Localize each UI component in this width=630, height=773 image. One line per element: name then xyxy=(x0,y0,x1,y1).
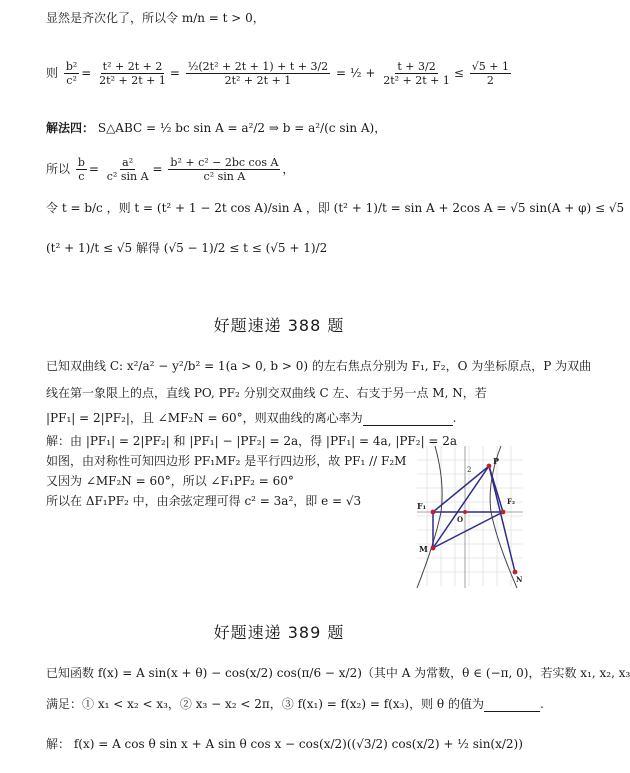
problem-388-line-3: |PF₁| = 2|PF₂|，且 ∠MF₂N = 60°，则双曲线的离心率为 . xyxy=(46,411,457,425)
problem-389-title: 好题速递 389 题 xyxy=(213,623,345,642)
solution-line-6: (t² + 1)/t ≤ √5 解得 (√5 − 1)/2 ≤ t ≤ (√5 + 1)/2 xyxy=(46,241,328,255)
problem-389-line-1: 已知函数 f(x) = A sin(x + θ) − cos(x/2) cos(π/6 − x/2)（其中 A 为常数，θ ∈ (−π, 0)，若实数 x₁, x₂, x₃ xyxy=(46,666,630,680)
fraction-b-c: $\frac{b}{c}$ xyxy=(77,156,85,183)
fraction-b2-c2: $\frac{\text{b²}}{\text{c²}}$ xyxy=(65,60,78,87)
hyperbola-left-branch xyxy=(417,446,442,588)
line2-prefix: 则 xyxy=(46,66,59,80)
label-F1: F₁ xyxy=(417,501,427,511)
solution-388-line-3: 又因为 ∠MF₂N = 60°，所以 ∠F₁PF₂ = 60° xyxy=(46,474,294,488)
solution-388-line-1: 解：由 |PF₁| = 2|PF₂| 和 |PF₁| − |PF₂| = 2a，得 |PF₁| = 4a, |PF₂| = 2a xyxy=(46,434,458,448)
solution-388-line-4: 所以在 ΔF₁PF₂ 中，由余弦定理可得 c² = 3a²，即 e = √3 xyxy=(46,494,362,508)
label-P: P xyxy=(493,456,500,466)
fraction-mid: $\frac{\text{t² + 2t + 2}}{\text{2t² + 2t + 1}}$ xyxy=(99,60,166,87)
solution-388-line-2: 如图，由对称性可知四边形 PF₁MF₂ 是平行四边形，故 PF₁ // F₂M xyxy=(46,454,407,468)
fraction-4b: $\frac{\text{b² + c² − 2bc cos A}}{\text{c² sin A}}$ xyxy=(170,156,279,183)
fraction-f: $\frac{√5 + 1}{2}$ xyxy=(471,60,509,87)
label-F2: F₂ xyxy=(507,497,516,506)
solution-line-2: 则 $\frac{\text{b²}}{\text{c²}}$ = $\frac{\text{t² + 2t + 2}}{\text{2t² + 2t + 1}}$ = $\frac{\text{½(2t² + 2t + 1) + t + 3/2}}{\text{2t² + 2t + 1}}$ = ½ + $\frac{t + 3/2}{\text{2t² + 2t + 1}}$ ≤ $\frac{√5 + 1}{2}$ xyxy=(46,60,509,87)
answer-blank-388 xyxy=(363,413,453,426)
solution-line-4: 所以 $\frac{b}{c}$ = $\frac{\text{a²}}{\text{c² sin A}}$ = $\frac{\text{b² + c² − 2bc cos A}}{\text{c² sin A}}$ ， xyxy=(46,156,295,183)
problem-389-line-2: 满足：① x₁ < x₂ < x₃，② x₃ − x₂ < 2π，③ f(x₁) = f(x₂) = f(x₃)，则 θ 的值为 . xyxy=(46,697,544,711)
fraction-4a: $\frac{\text{a²}}{\text{c² sin A}}$ xyxy=(106,156,149,183)
fraction-e: $\frac{t + 3/2}{\text{2t² + 2t + 1}}$ xyxy=(383,60,450,87)
label-N: N xyxy=(516,575,523,584)
tick-label-2: 2 xyxy=(467,466,472,474)
problem-388-line-1: 已知双曲线 C: x²/a² − y²/b² = 1(a > 0, b > 0) 的左右焦点分别为 F₁, F₂，O 为坐标原点，P 为双曲 xyxy=(46,359,592,373)
line2-half: = ½ + xyxy=(336,66,376,80)
problem-388-line-2: 线在第一象限上的点，直线 PO, PF₂ 分别交双曲线 C 左、右支于另一点 M, N，若 xyxy=(46,386,487,400)
label-M: M xyxy=(419,544,428,554)
method4-body: S△ABC = ½ bc sin A = a²/2 ⇒ b = a²/(c sin A)， xyxy=(97,121,387,135)
solution-line-1: 显然是齐次化了，所以令 m/n = t > 0， xyxy=(46,11,265,25)
method4-line xyxy=(46,120,386,136)
problem-388-title: 好题速递 388 题 xyxy=(213,316,345,335)
answer-blank-389 xyxy=(484,699,540,712)
method4-label: 解法四： xyxy=(46,121,95,135)
label-O: O xyxy=(457,515,464,524)
figure-lines xyxy=(433,466,515,572)
solution-line-5: 令 t = b/c ，则 t = (t² + 1 − 2t cos A)/sin A ，即 (t² + 1)/t = sin A + 2cos A = √5 sin(A + φ) ≤ √5 xyxy=(46,201,625,215)
hyperbola-figure xyxy=(413,442,525,590)
fraction-c: $\frac{\text{½(2t² + 2t + 1) + t + 3/2}}{\text{2t² + 2t + 1}}$ xyxy=(187,60,329,87)
solution-389-line-1: 解： f(x) = A cos θ sin x + A sin θ cos x − cos(x/2)((√3/2) cos(x/2) + ½ sin(x/2)) xyxy=(46,737,523,751)
